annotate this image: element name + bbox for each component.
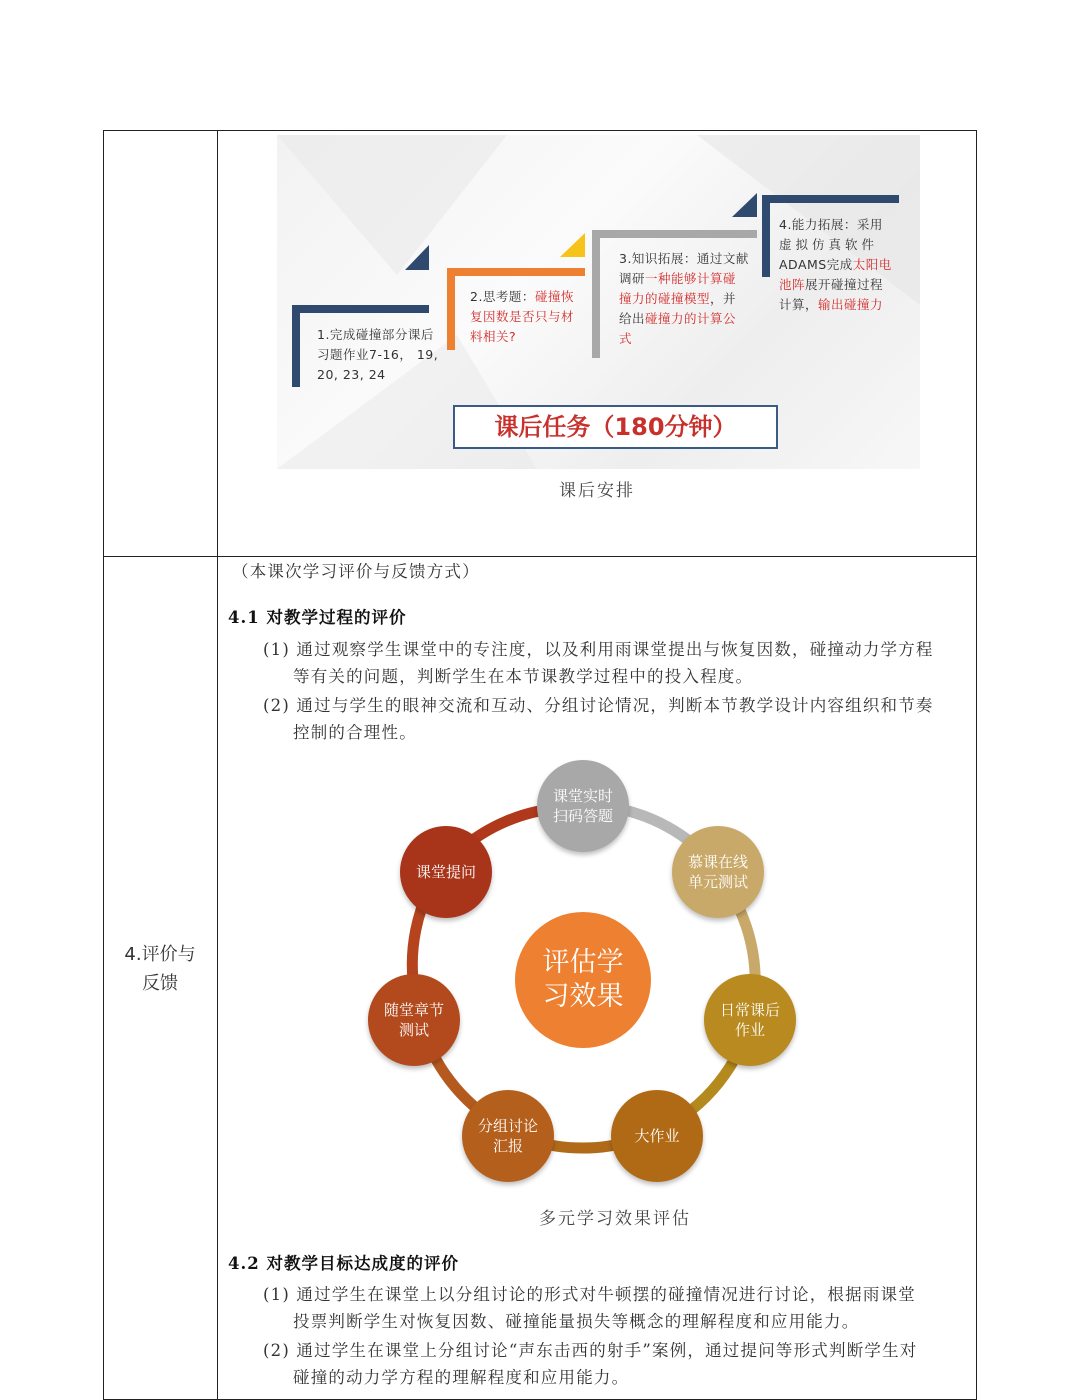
section-4-2-item-1: (1) 通过学生在课堂上以分组讨论的形式对牛顿摆的碰撞情况进行讨论，根据雨课堂 投票判断学生对恢复因数、碰撞能量损失等概念的理解程度和应用能力。 xyxy=(263,1285,916,1331)
step4-text: 4.能力拓展：采用 虚拟仿真软件 ADAMS完成太阳电 池阵展开碰撞过程 计算，输出碰撞力 xyxy=(779,217,892,312)
section-4-1-item-2: (2) 通过与学生的眼神交流和互动、分组讨论情况，判断本节教学设计内容组织和节奏 控制的合理性。 xyxy=(263,696,934,742)
after-class-tasks-banner xyxy=(277,135,920,469)
cycle-node-3: 日常课后作业 xyxy=(704,974,796,1066)
section-label: 4.评价与 反馈 xyxy=(124,944,196,994)
section-4-1-item-1: (1) 通过观察学生课堂中的专注度，以及利用雨课堂提出与恢复因数，碰撞动力学方程 等有关的问题，判断学生在本节课教学过程中的投入程度。 xyxy=(263,640,934,686)
intro-text: （本课次学习评价与反馈方式） xyxy=(232,562,480,581)
step1-text: 1.完成碰撞部分课后 习题作业7-16， 19, 20, 23, 24 xyxy=(317,327,439,382)
cycle-node-6: 随堂章节测试 xyxy=(368,974,460,1066)
table-row-divider xyxy=(103,556,977,557)
cycle-node-2: 慕课在线单元测试 xyxy=(672,826,764,918)
step3-text: 3.知识拓展：通过文献 调研一种能够计算碰 撞力的碰撞模型，并 给出碰撞力的计算公 式 xyxy=(619,251,749,346)
task-title-box: 课后任务（180分钟） xyxy=(453,405,778,449)
cycle-node-1: 课堂实时扫码答题 xyxy=(537,760,629,852)
cycle-center: 评估学 习效果 xyxy=(515,912,651,1048)
cycle-node-4: 大作业 xyxy=(611,1090,703,1182)
section-4-1-heading: 4.1 对教学过程的评价 xyxy=(228,608,407,627)
cycle-node-5: 分组讨论汇报 xyxy=(462,1090,554,1182)
cycle-caption: 多元学习效果评估 xyxy=(539,1209,691,1229)
cycle-node-7: 课堂提问 xyxy=(400,826,492,918)
banner-caption: 课后安排 xyxy=(559,481,635,501)
section-4-2-heading: 4.2 对教学目标达成度的评价 xyxy=(228,1254,459,1273)
section-4-2-item-2: (2) 通过学生在课堂上分组讨论“声东击西的射手”案例，通过提问等形式判断学生对 碰撞的动力学方程的理解程度和应用能力。 xyxy=(263,1341,918,1387)
step2-text: 2.思考题：碰撞恢 复因数是否只与材 料相关? xyxy=(470,289,575,344)
table-column-divider xyxy=(217,130,218,1400)
assessment-cycle-diagram xyxy=(360,760,810,1190)
